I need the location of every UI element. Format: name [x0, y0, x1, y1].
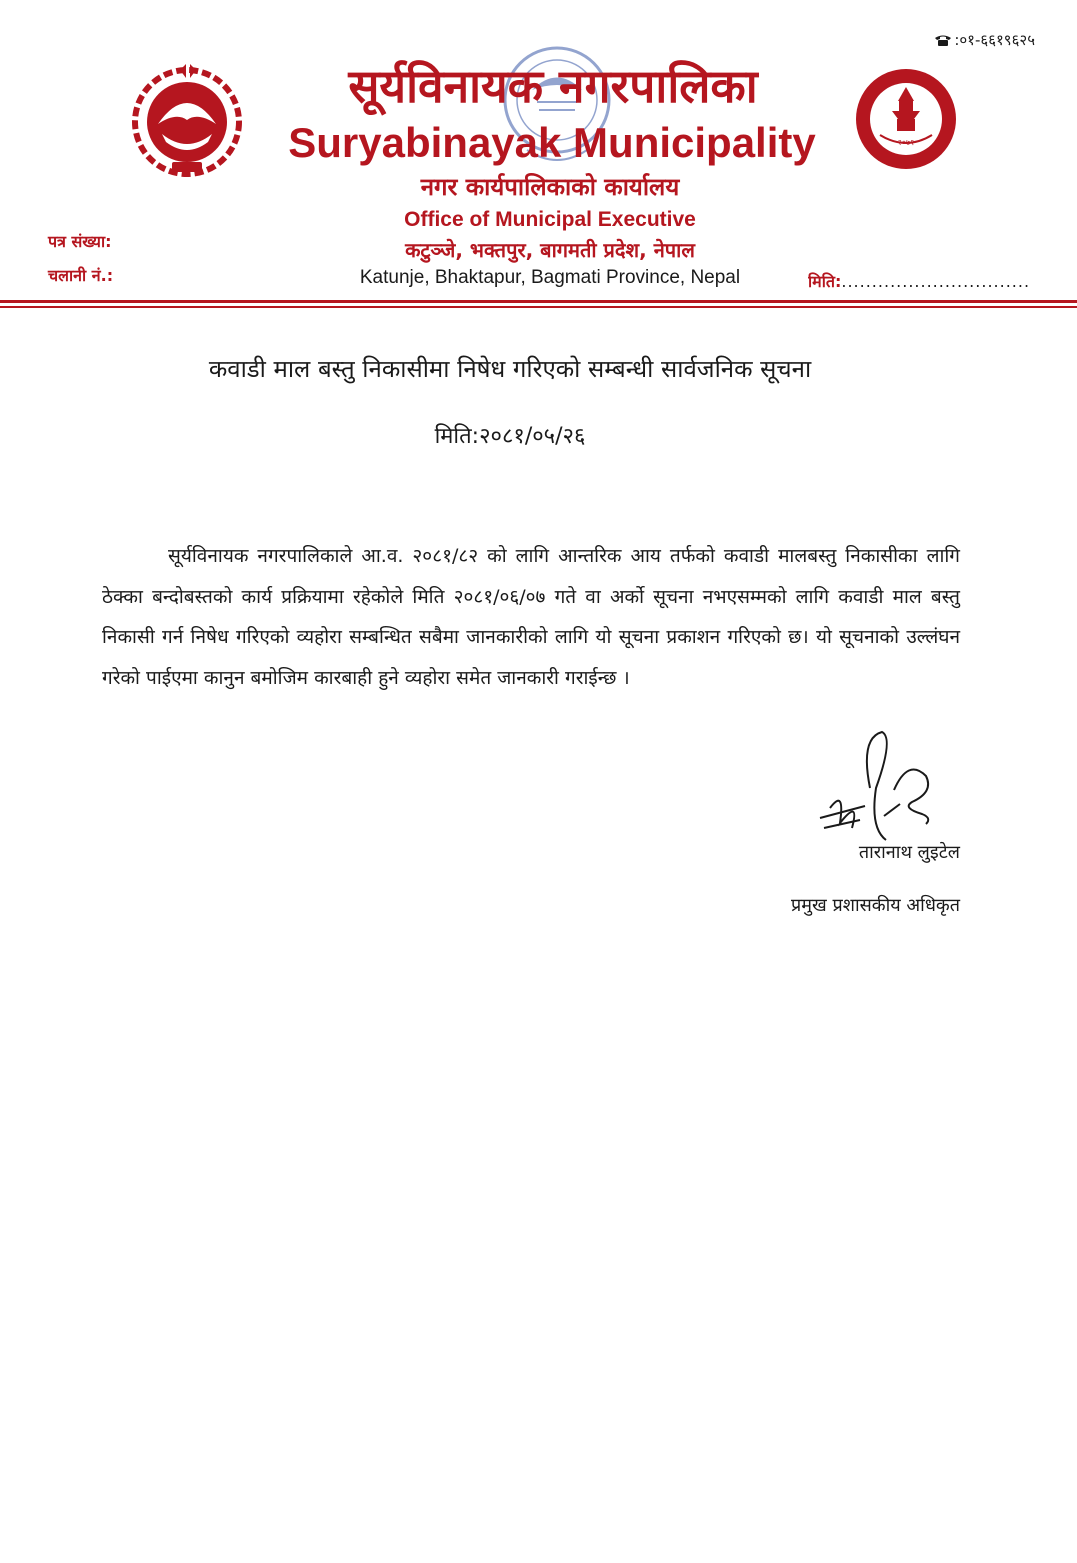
- phone-number: [934, 30, 1035, 50]
- notice-date: मिति:२०८१/०५/२६: [434, 424, 586, 449]
- header-date-label: मिति:: [808, 272, 842, 291]
- signatory-name: तारानाथ लुइटेल: [858, 842, 960, 863]
- letter-number-label: पत्र संख्या:: [48, 232, 112, 251]
- phone-text: :०१-६६१९६२५: [954, 31, 1035, 49]
- telephone-icon: [934, 34, 952, 46]
- office-name-nepali: नगर कार्यपालिकाको कार्यालय: [420, 173, 680, 201]
- notice-body: सूर्यविनायक नगरपालिकाले आ.व. २०८१/८२ को लागि आन्तरिक आय तर्फको कवाडी मालबस्तु निकासीका लागि ठेक्का बन्दोबस्तको कार्य प्रक्रियामा रहेकोले मिति २०८१/०६/०७ गते वा अर्को सूचना नभएसम्मको लागि कवाडी माल बस्तु निकासी गर्न निषेध गरिएको व्यहोरा सम्बन्धित सबैमा जानकारीको लागि यो सूचना प्रकाशन गरिएको छ। यो सूचनाको उल्लंघन गरेको पाईएमा कानुन बमोजिम कारबाही हुने व्यहोरा समेत जानकारी गराईन्छ ।: [102, 545, 960, 689]
- dispatch-number-label: चलानी नं.:: [48, 266, 114, 285]
- office-name-english: Office of Municipal Executive: [404, 208, 696, 231]
- header-divider-thin: [0, 306, 1077, 308]
- header-date-field: [808, 270, 1036, 292]
- header-date-dots: ...............................: [841, 272, 1031, 291]
- municipality-name-nepali: सूर्यविनायक नगरपालिका: [348, 59, 758, 113]
- address-nepali: कटुञ्जे, भक्तपुर, बागमती प्रदेश, नेपाल: [405, 238, 695, 262]
- notice-title: कवाडी माल बस्तु निकासीमा निषेध गरिएको सम्बन्धी सार्वजनिक सूचना: [208, 355, 812, 383]
- municipality-logo: [852, 65, 960, 173]
- nepal-government-emblem: [128, 62, 246, 180]
- address-english: Katunje, Bhaktapur, Bagmati Province, Nepal: [359, 267, 741, 288]
- logo-year: २०७१: [897, 138, 915, 147]
- municipality-name-english: Suryabinayak Municipality: [288, 119, 816, 166]
- header-divider-thick: [0, 300, 1077, 303]
- signatory-designation: प्रमुख प्रशासकीय अधिकृत: [791, 895, 960, 916]
